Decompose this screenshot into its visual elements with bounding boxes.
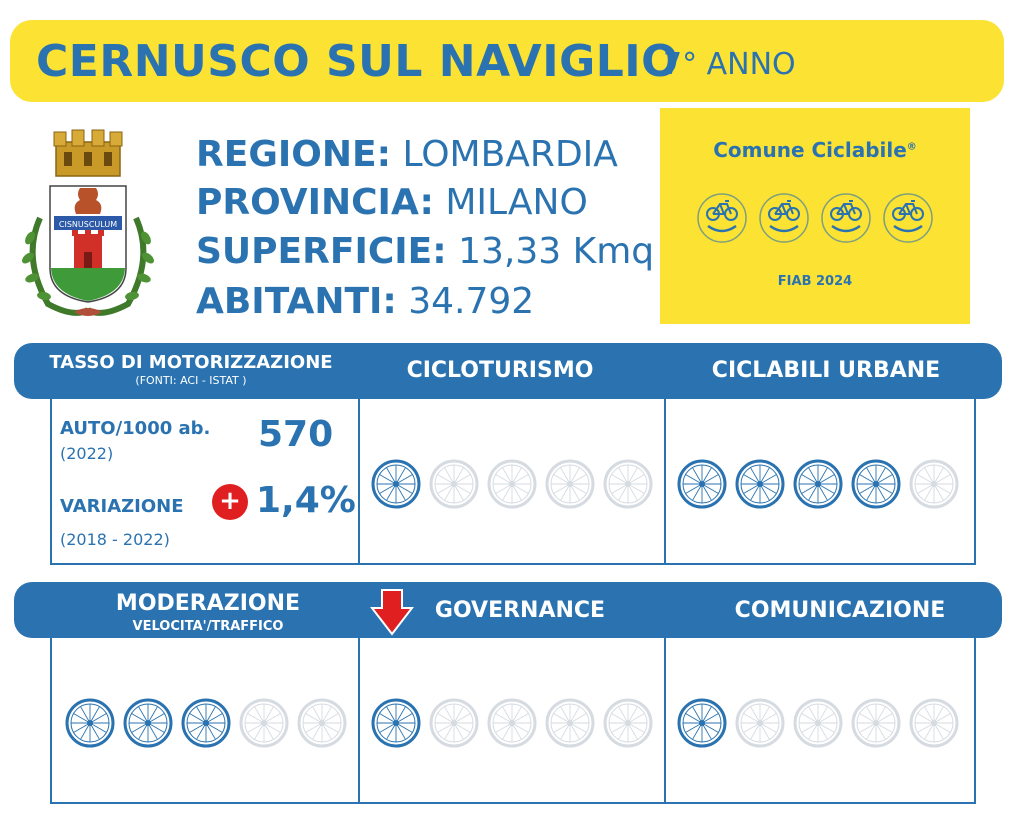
bicycle-wheel-icon [602, 697, 654, 749]
registered-mark: ® [906, 141, 917, 153]
abitanti-value: 34.792 [408, 281, 535, 322]
bicycle-wheel-icon [122, 697, 174, 749]
bicycle-wheel-icon [908, 697, 960, 749]
tasso-title: TASSO DI MOTORIZZAZIONE [49, 352, 333, 373]
edition-year: 7° ANNO [663, 47, 796, 82]
tasso-sources: (FONTI: ACI - ISTAT ) [135, 374, 247, 387]
auto-label: AUTO/1000 ab. [60, 418, 211, 439]
section2-divider-1 [358, 638, 360, 804]
city-name: CERNUSCO SUL NAVIGLIO [36, 36, 679, 87]
bicycle-wheel-icon [676, 458, 728, 510]
superficie-key: SUPERFICIE: [196, 231, 447, 272]
bicycle-wheel-icon [850, 458, 902, 510]
bicycle-wheel-icon [734, 458, 786, 510]
bicycle-wheel-icon [370, 697, 422, 749]
info-provincia [196, 181, 588, 225]
section1-divider-2 [664, 399, 666, 565]
down-arrow-icon [370, 588, 414, 636]
section2-divider-2 [664, 638, 666, 804]
auto-year: (2022) [60, 444, 114, 463]
moderazione-title: MODERAZIONE [115, 591, 301, 616]
cicloturismo-rating [370, 458, 654, 510]
bicycle-wheel-icon [792, 458, 844, 510]
bicycle-wheel-icon [792, 697, 844, 749]
bicycle-wheel-icon [180, 697, 232, 749]
bicycle-wheel-icon [370, 458, 422, 510]
bicycle-wheel-icon [486, 458, 538, 510]
ciclabili-rating [676, 458, 960, 510]
provincia-key: PROVINCIA: [196, 182, 434, 223]
plus-circle-icon: + [212, 484, 248, 520]
superficie-value: 13,33 Kmq [458, 231, 655, 272]
smiling-bike-icon [698, 194, 746, 242]
bicycle-wheel-icon [428, 458, 480, 510]
variazione-label: VARIAZIONE [60, 496, 184, 517]
info-abitanti [196, 280, 534, 324]
regione-value: LOMBARDIA [402, 134, 618, 175]
badge-title: Comune Ciclabile® [713, 138, 917, 162]
smiling-bike-icon [884, 194, 932, 242]
bicycle-wheel-icon [850, 697, 902, 749]
comunicazione-rating [676, 697, 960, 749]
regione-key: REGIONE: [196, 134, 391, 175]
variazione-period: (2018 - 2022) [60, 530, 170, 549]
moderazione-rating [64, 697, 348, 749]
bicycle-wheel-icon [296, 697, 348, 749]
smiling-bike-icon [822, 194, 870, 242]
bicycle-wheel-icon [238, 697, 290, 749]
comune-ciclabile-badge [660, 108, 970, 324]
ciclabili-title: CICLABILI URBANE [711, 358, 941, 383]
cicloturismo-title: CICLOTURISMO [406, 358, 594, 383]
auto-value: 570 [258, 414, 334, 455]
badge-footer: FIAB 2024 [777, 274, 853, 289]
bicycle-wheel-icon [486, 697, 538, 749]
bicycle-wheel-icon [908, 458, 960, 510]
bicycle-wheel-icon [544, 458, 596, 510]
svg-text:CISNUSCULUM: CISNUSCULUM [58, 220, 118, 229]
governance-title: GOVERNANCE [434, 598, 606, 623]
moderazione-sub: VELOCITA'/TRAFFICO [132, 619, 284, 634]
bicycle-wheel-icon [602, 458, 654, 510]
info-superficie [196, 230, 654, 274]
bicycle-wheel-icon [64, 697, 116, 749]
badge-bikes [696, 192, 936, 244]
abitanti-key: ABITANTI: [196, 281, 397, 322]
provincia-value: MILANO [445, 182, 588, 223]
bicycle-wheel-icon [676, 697, 728, 749]
bicycle-wheel-icon [428, 697, 480, 749]
info-regione [196, 133, 618, 177]
coat-of-arms-icon [18, 128, 158, 324]
bicycle-wheel-icon [734, 697, 786, 749]
bicycle-wheel-icon [544, 697, 596, 749]
smiling-bike-icon [760, 194, 808, 242]
governance-rating [370, 697, 654, 749]
comunicazione-title: COMUNICAZIONE [734, 598, 946, 623]
variazione-value: 1,4% [256, 480, 356, 521]
section1-divider-1 [358, 399, 360, 565]
